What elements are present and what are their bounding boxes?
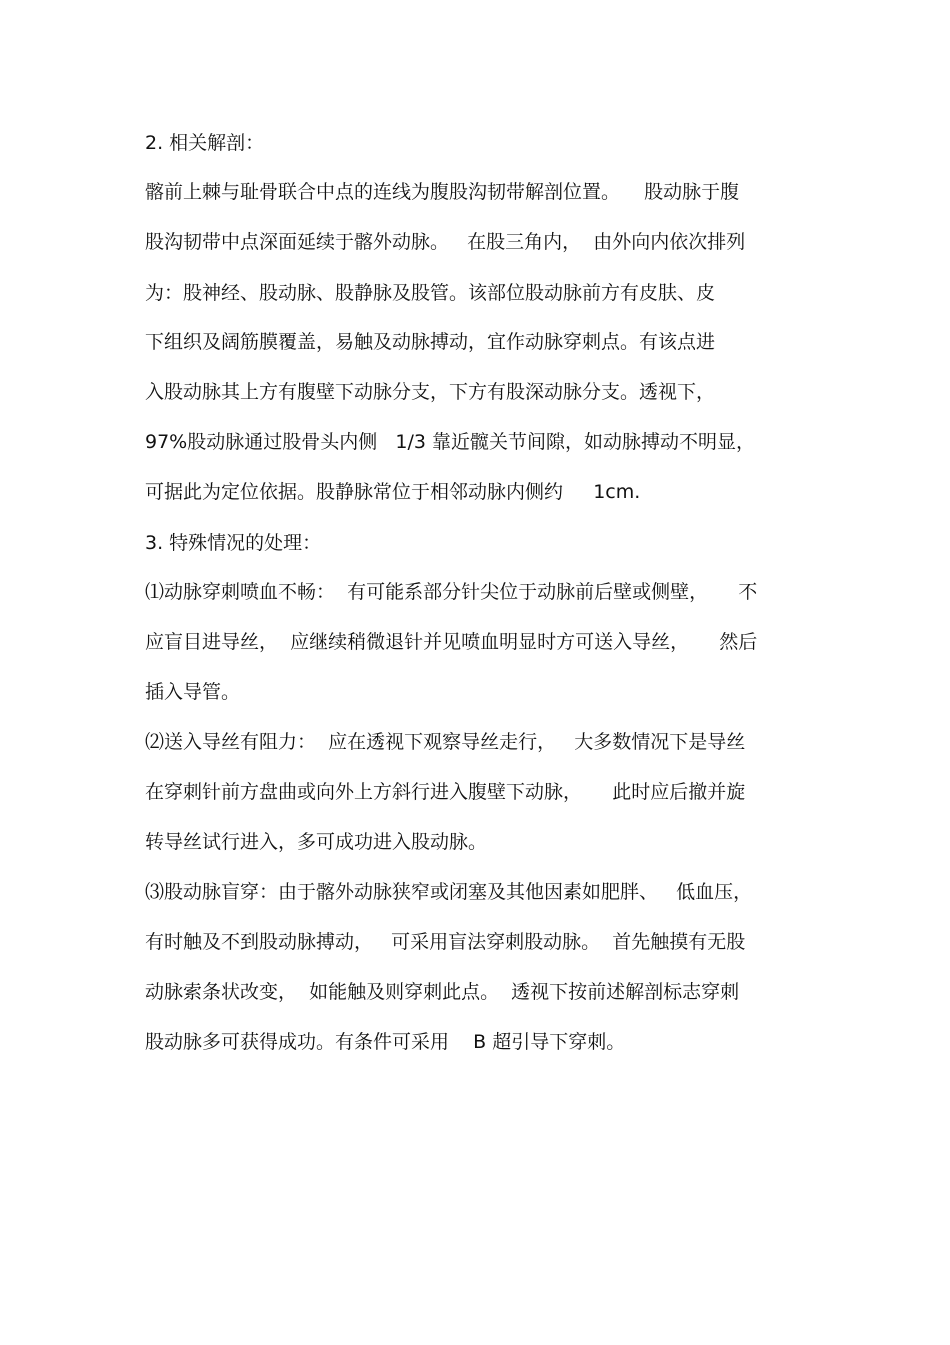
text-line: 应盲目进导丝， 应继续稍微退针并见喷血明显时方可送入导丝， 然后 <box>145 631 758 653</box>
text-line: ⑵送入导丝有阻力： 应在透视下观察导丝走行， 大多数情况下是导丝 <box>145 731 746 753</box>
text-line: 下组织及阔筋膜覆盖，易触及动脉搏动，宜作动脉穿刺点。有该点进 <box>145 331 716 353</box>
text-line: ⑴动脉穿刺喷血不畅： 有可能系部分针尖位于动脉前后壁或侧壁， 不 <box>145 581 758 603</box>
text-line: 为：股神经、股动脉、股静脉及股管。该部位股动脉前方有皮肤、皮 <box>145 282 716 304</box>
text-line: ⑶股动脉盲穿：由于髂外动脉狭窄或闭塞及其他因素如肥胖、 低血压， <box>145 881 753 903</box>
text-line: 在穿刺针前方盘曲或向外上方斜行进入腹壁下动脉， 此时应后撤并旋 <box>145 781 746 803</box>
text-line: 髂前上棘与耻骨联合中点的连线为腹股沟韧带解剖位置。 股动脉于腹 <box>145 181 740 203</box>
text-line: 转导丝试行进入，多可成功进入股动脉。 <box>145 831 488 853</box>
text-line: 可据此为定位依据。股静脉常位于相邻动脉内侧约 1cm. <box>145 481 641 503</box>
text-line: 97%股动脉通过股骨头内侧 1/3 靠近髋关节间隙，如动脉搏动不明显， <box>145 431 755 453</box>
heading-related-anatomy: 2. 相关解剖： <box>145 132 265 154</box>
text-line: 股沟韧带中点深面延续于髂外动脉。 在股三角内， 由外向内依次排列 <box>145 231 746 253</box>
text-line: 入股动脉其上方有腹壁下动脉分支，下方有股深动脉分支。透视下， <box>145 381 716 403</box>
text-line: 插入导管。 <box>145 681 241 703</box>
text-line: 有时触及不到股动脉搏动， 可采用盲法穿刺股动脉。 首先触摸有无股 <box>145 931 746 953</box>
text-line: 动脉索条状改变， 如能触及则穿刺此点。 透视下按前述解剖标志穿刺 <box>145 981 740 1003</box>
heading-special-cases: 3. 特殊情况的处理： <box>145 532 322 554</box>
text-line: 股动脉多可获得成功。有条件可采用 B 超引导下穿刺。 <box>145 1031 626 1053</box>
